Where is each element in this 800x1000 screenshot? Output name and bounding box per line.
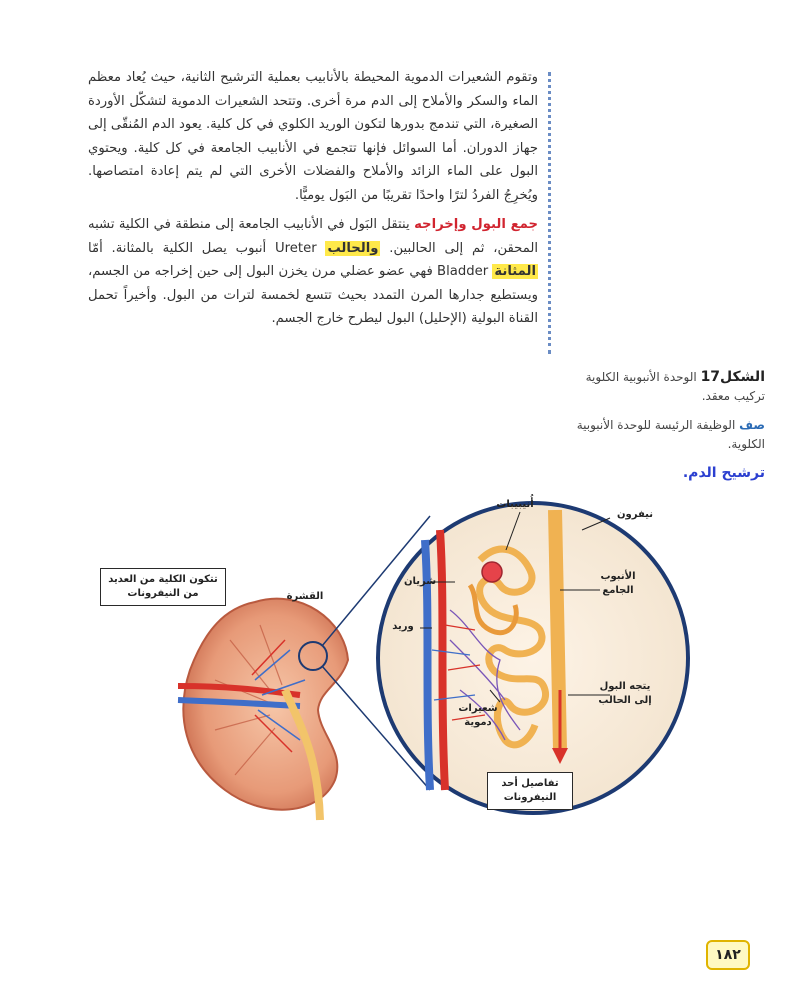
label-nephron: نيفرون	[616, 509, 653, 520]
term-urine-collection: جمع البول وإخراجه	[414, 217, 538, 232]
term-ureter: والحالب	[327, 240, 379, 256]
kidney-shape	[178, 599, 348, 820]
answer-text: ترشيح الدم.	[682, 465, 765, 481]
label-collecting-duct: الأنبوب الجامع	[600, 571, 636, 596]
para2-text2: Ureter أنبوب يصل الكلية بالمثانة. أمّا	[88, 240, 326, 256]
para2-text3: Bladder فهي عضو عضلي مرن يخزن البول إلى حين إخراجه من الجسم، ويستطيع جدارها المرن التمدد بحيث تتسع لخمسة لترات من البول. وأخيراً تحمل القناة البولية (الإحليل) البول ليطرح خارج الجسم.	[88, 264, 538, 326]
label-vein: وريد	[392, 621, 414, 632]
kidney-info-box: تتكون الكلية من العديد من النيفرونات	[100, 568, 226, 606]
figure-number: 17	[700, 369, 721, 385]
figure-title: الوحدة الأنبوبية الكلوية تركيب معقد.	[585, 370, 765, 403]
label-capillaries: شعيرات دموية	[458, 703, 498, 728]
nephron-magnified-circle	[378, 503, 688, 813]
figure-label: الشكل	[720, 369, 765, 385]
label-urine-flow: يتجه البول إلى الحالب	[598, 681, 652, 706]
margin-dotted-rule	[548, 72, 551, 354]
label-tubules: أُنيبيبات	[496, 499, 534, 510]
paragraph-urine-collection	[88, 213, 538, 331]
question-word: صف	[739, 418, 765, 432]
para2-text1: ينتقل البَول في الأنابيب الجامعة إلى منطقة في الكلية تشبه المحقن، ثم إلى الحالبين.	[88, 217, 539, 256]
question-text: الوظيفة الرئيسة للوحدة الأنبوبية الكلوية.	[576, 418, 765, 451]
label-cortex: القشرة	[286, 591, 324, 602]
label-artery: شريان	[403, 576, 437, 587]
figure-caption	[565, 368, 765, 483]
nephron-diagram	[0, 490, 800, 830]
body-text	[88, 66, 538, 337]
paragraph-filtration: وتقوم الشعيرات الدموية المحيطة بالأنابيب بعملية الترشيح الثانية، حيث يُعاد معظم الماء والسكر والأملاح إلى الدم مرة أخرى. وتتحد الشعيرات الدموية لتشكّل الأوردة الصغيرة، التي تندمج بدورها لتكون الوريد الكلوي في كل كلية. يعود الدم المُنقّى إلى جهاز الدوران. أما السوائل فإنها تتجمع في الأنابيب الجامعة في كل كلية. ويحتوي البول على الماء الزائد والأملاح والفضلات الأخرى التي لم يتم إعادة امتصاصها. ويُخرِجُ الفردُ لترًا واحدًا تقريبًا من البَول يوميًّا.	[88, 70, 538, 203]
page-number: ١٨٢	[706, 940, 750, 970]
nephron-details-box: تفاصيل أحد النيفرونات	[487, 772, 573, 810]
nephron-illustration	[0, 490, 800, 830]
caption-heading	[565, 368, 765, 406]
term-bladder: المثانة	[494, 264, 536, 279]
caption-question	[565, 416, 765, 454]
